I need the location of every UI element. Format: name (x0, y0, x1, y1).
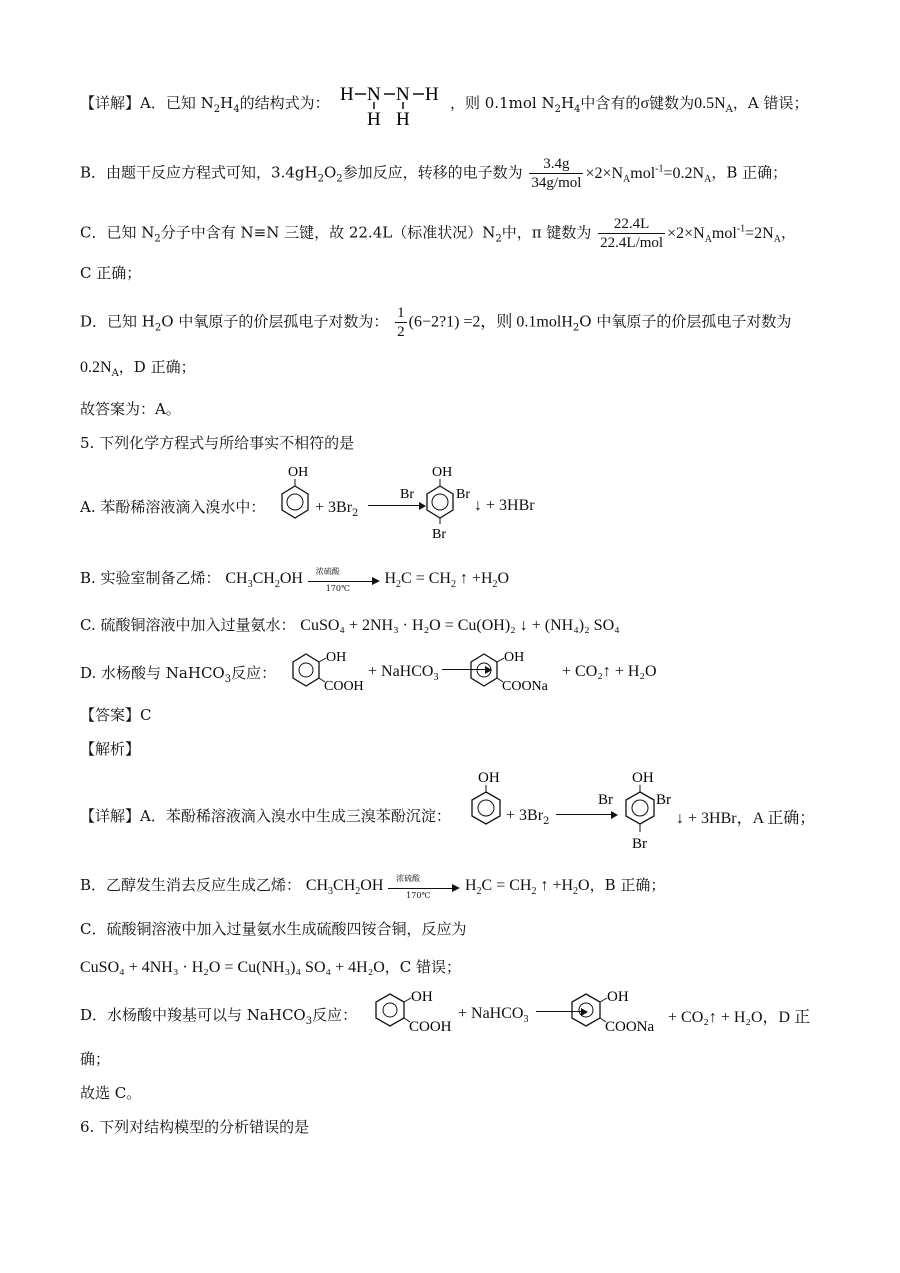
sigma-symbol: σ (640, 95, 650, 112)
tribromophenol-diagram (596, 768, 680, 854)
oh-label: OH (607, 989, 629, 1005)
text: 键数为 (649, 94, 695, 112)
text: ，D 正确； (118, 358, 196, 376)
oh-label: OH (288, 465, 309, 480)
text: 故答案为：A。 (80, 400, 181, 418)
q5-detail-c (80, 918, 466, 939)
text: 参加反应，转移的电子数为 (342, 163, 523, 182)
value: 0.5N (694, 95, 726, 112)
q5-detail-a-product (676, 805, 815, 828)
salicylic-acid-diagram (288, 648, 368, 694)
text: C．硫酸铜溶液中加入过量氨水生成硫酸四铵合铜，反应为 (80, 920, 467, 938)
q5-option-c (80, 614, 620, 635)
text: ，C 错误； (384, 958, 462, 976)
sodium-salicylate-diagram (566, 988, 670, 1036)
coona-label: COONa (502, 679, 548, 694)
text: ×2×N (585, 164, 624, 182)
q4-detail-c: C．已知 $N_2$分子中含有 N≡N 三键，故 22.4L（标准状况）$N_2$中，π 键数为 $\frac{22.4L}{\text{22.4L/mol}}$ $\times 2\times N_Amol^{-1}=2N_A$， (80, 216, 796, 251)
text: + NaHCO (368, 663, 434, 680)
text: B. 实验室制备乙烯： (80, 569, 221, 587)
q6-stem (80, 1116, 309, 1137)
q5-option-b: B. 实验室制备乙烯： $CH_3CH_2OH$ 浓硫酸 170℃ $H_2C = CH_2$ ↑ $+H_2O$ (80, 567, 510, 593)
q5-detail-b: B．乙醇发生消去反应生成乙烯： $CH_3CH_2OH$ 浓硫酸 170℃ $H_2C = CH_2$ ↑ $+H_2O$，B 正确； (80, 874, 666, 900)
text: ×2×N (667, 224, 705, 242)
br-label: Br (632, 836, 647, 852)
h-atom: H (367, 109, 381, 128)
text: (6−2?1) =2，则 0.1molH (408, 313, 573, 331)
equation: CuSO₄ + 2NH₃ · H₂O = Cu(OH)₂ ↓ + (NH₄)₂ SO₄ (300, 617, 620, 634)
text: 5. 下列化学方程式与所给事实不相符的是 (80, 434, 355, 452)
q5-detail-d-mid: + NaHCO$_3$ (458, 1005, 529, 1026)
text: ↓ + 3HBr (474, 497, 535, 514)
text: + CO₂↑ + H₂O，D 正 (668, 1009, 811, 1026)
text: mol (630, 164, 656, 182)
denominator: 22.4L/mol (600, 235, 664, 251)
text: H (384, 570, 397, 587)
h-atom: H (396, 109, 410, 128)
phenol-diagram (462, 768, 512, 830)
q5-option-d: D. 水杨酸与 NaHCO$_3$反应： (80, 664, 277, 685)
q4-detail-b: B．由题干反应方程式可知，$3.4gH_2O_2$参加反应，转移的电子数为 $\frac{3.4g}{\text{34g/mol}}$ $\times 2\times N_Amol^{-1}=0.2N_A$，B 正确； (80, 156, 788, 191)
text: ↓ + 3HBr，A 正确； (676, 810, 816, 827)
q5-detail-c-eq (80, 956, 461, 977)
q5-answer-tag (80, 704, 151, 725)
q4-detail-d-line2: $0.2N_A$，D 正确； (80, 358, 196, 379)
coona-label: COONa (605, 1019, 655, 1035)
fraction (395, 304, 407, 341)
q4-answer (80, 398, 181, 419)
text: 6. 下列对结构模型的分析错误的是 (80, 1118, 310, 1136)
tribromophenol-diagram (398, 462, 478, 544)
fraction (529, 155, 583, 192)
text: C 正确； (80, 264, 142, 282)
cooh-label: COOH (409, 1019, 452, 1035)
text: =2N (745, 224, 774, 242)
condition-bottom: 170℃ (325, 584, 350, 593)
br-label: Br (598, 792, 613, 808)
br-label: Br (400, 487, 414, 502)
salicylic-acid-diagram (370, 988, 458, 1036)
text: 【答案】C (80, 706, 152, 724)
denominator: 34g/mol (531, 175, 582, 191)
oh-label: OH (478, 770, 500, 786)
text: + 3Br (506, 807, 544, 824)
q5-option-a-product (474, 496, 535, 515)
text: 【详解】A．已知 N (80, 94, 214, 112)
text: 反应： (231, 664, 277, 682)
oh-label: OH (326, 650, 347, 665)
text: 故选 C。 (80, 1084, 142, 1102)
q5-conclusion (80, 1082, 141, 1103)
text: 确； (80, 1050, 111, 1068)
text: + 3Br (315, 499, 353, 516)
n2h4-structure-diagram (338, 80, 443, 128)
text: 分子中含有 N≡N 三键，故 22.4L（标准状况）N (160, 223, 496, 242)
text: A. 苯酚稀溶液滴入溴水中： (80, 498, 266, 516)
text: D．已知 H (80, 312, 155, 331)
br-label: Br (432, 527, 446, 542)
oh-label: OH (632, 770, 654, 786)
text: + CO₂↑ + H₂O (562, 663, 657, 680)
n-atom: N (396, 84, 410, 105)
text: 反应： (312, 1006, 358, 1024)
numerator: 1 (397, 305, 405, 321)
q4-detail-a-tail: ，则 0.1mol $N_2H_4$中含有的σ键数为$0.5N_A$，A 错误； (450, 94, 809, 115)
equation: CuSO₄ + 4NH₃ · H₂O = Cu(NH₃)₄ SO₄ + 4H₂O (80, 959, 385, 976)
fraction (598, 215, 665, 252)
q5-option-d-mid: + NaHCO$_3$ (368, 663, 439, 684)
q4-detail-a: 【详解】A．已知 $N_2H_4$的结构式为： (80, 94, 330, 115)
text: B．乙醇发生消去反应生成乙烯： (80, 876, 302, 894)
text: mol (711, 224, 737, 242)
text: C．已知 N (80, 223, 155, 242)
text: 【详解】A．苯酚稀溶液滴入溴水中生成三溴苯酚沉淀： (80, 807, 451, 825)
condition-bottom: 170℃ (406, 891, 431, 900)
q4-detail-d: D．已知 $H_2O$ 中氧原子的价层孤电子对数为： $\frac{1}{2}$ (6−2?1) =2，则 0.1molH$_2$O 中氧原子的价层孤电子对数为 (80, 305, 792, 340)
text: ，A 错误； (732, 94, 809, 112)
q4-detail-c-line2 (80, 262, 141, 283)
condition-top: 浓硫酸 (315, 567, 340, 576)
text: ，B 正确； (711, 163, 788, 182)
text: ，则 0.1mol N (450, 94, 555, 112)
br-label: Br (456, 487, 470, 502)
text: 中含有的 (580, 94, 641, 112)
cooh-label: COOH (324, 679, 364, 694)
q5-analysis-tag (80, 738, 140, 759)
q5-detail-d: D．水杨酸中羧基可以与 NaHCO$_3$反应： (80, 1006, 358, 1027)
value: 0.2N (80, 359, 112, 376)
text: ，B 正确； (589, 876, 666, 894)
text: ， (780, 223, 796, 242)
text: CH (225, 570, 248, 587)
oh-label: OH (411, 989, 433, 1005)
text: D. 水杨酸与 NaHCO (80, 664, 225, 682)
q5-option-a (80, 496, 265, 517)
q5-detail-a-reagent: + $3Br_2$ (506, 807, 550, 827)
condition-top: 浓硫酸 (396, 874, 421, 883)
text: 【解析】 (80, 740, 141, 758)
text: =0.2N (663, 164, 705, 182)
condition-arrow (308, 567, 380, 593)
text: 的结构式为： (239, 94, 330, 112)
text: C. 硫酸铜溶液中加入过量氨水： (80, 616, 296, 634)
text: D．水杨酸中羧基可以与 NaHCO (80, 1006, 306, 1024)
text: B．由题干反应方程式可知，3.4gH (80, 163, 318, 182)
q5-option-d-end (562, 662, 657, 681)
sodium-salicylate-diagram (466, 648, 562, 694)
q5-option-a-reagent: + $3Br_2$ (315, 499, 359, 519)
n-atom: N (367, 84, 381, 105)
numerator: 3.4g (529, 155, 583, 174)
q5-detail-d-end (668, 1004, 810, 1027)
text: 中，π 键数为 (501, 223, 592, 242)
condition-arrow (388, 874, 460, 900)
denominator: 2 (397, 324, 405, 340)
h-atom: H (425, 84, 439, 105)
oh-label: OH (432, 465, 453, 480)
text: H (220, 94, 234, 112)
q5-detail-a (80, 805, 451, 826)
oh-label: OH (504, 650, 525, 665)
h-atom: H (340, 84, 354, 105)
text: O 中氧原子的价层孤电子对数为 (579, 312, 792, 331)
q5-stem (80, 432, 354, 453)
text: O 中氧原子的价层孤电子对数为： (161, 312, 389, 331)
numerator: 22.4L (598, 215, 665, 234)
q5-detail-d-line2 (80, 1048, 110, 1069)
br-label: Br (656, 792, 671, 808)
